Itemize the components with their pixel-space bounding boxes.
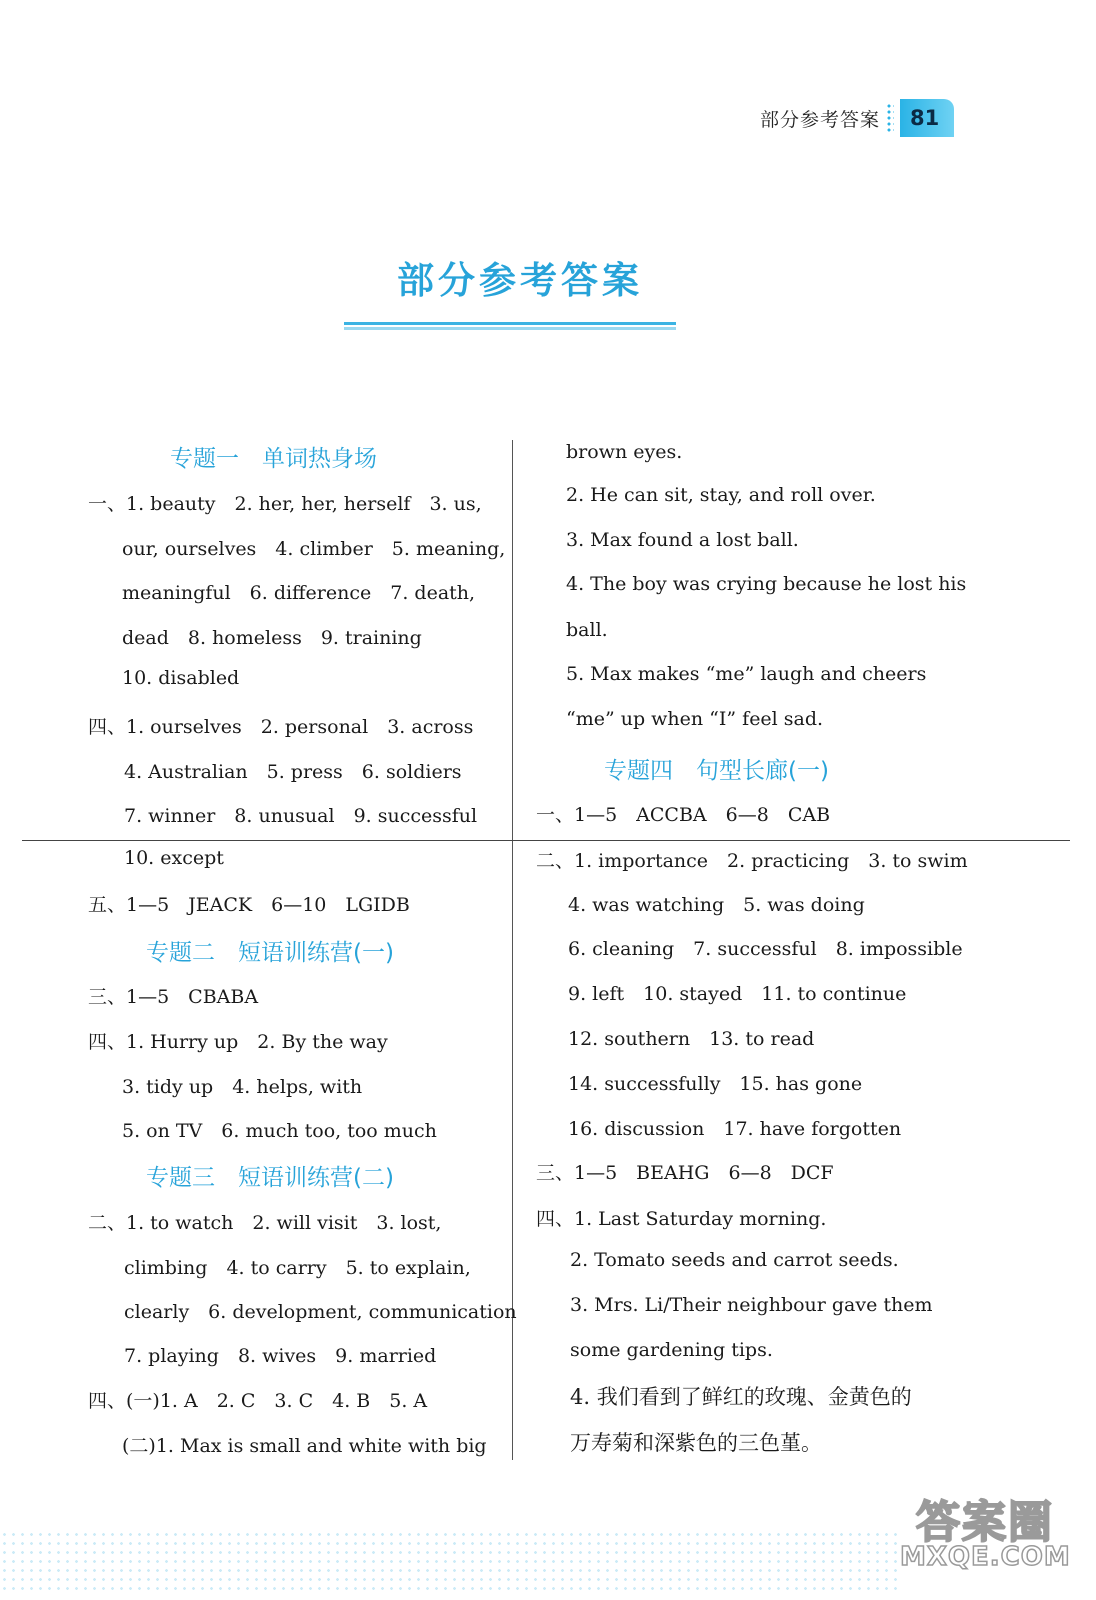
answer-line: our, ourselves 4. climber 5. meaning, xyxy=(122,538,506,560)
section-heading: 专题三 短语训练营(二) xyxy=(146,1165,394,1191)
answer-line: 10. disabled xyxy=(122,667,240,689)
answer-line: 五、1—5 JEACK 6—10 LGIDB xyxy=(88,894,410,916)
page-title: 部分参考答案 xyxy=(397,259,643,302)
answer-line: ball. xyxy=(566,619,608,641)
answer-line: 5. Max makes “me” laugh and cheers xyxy=(566,663,927,685)
answer-line: 2. He can sit, stay, and roll over. xyxy=(566,484,876,506)
answer-line: 5. on TV 6. much too, too much xyxy=(122,1120,437,1142)
header-label: 部分参考答案 xyxy=(760,108,881,131)
watermark-bottom: MXQE.COM xyxy=(900,1542,1071,1572)
answer-line: 4. Australian 5. press 6. soldiers xyxy=(124,761,462,783)
section-heading: 专题四 句型长廊(一) xyxy=(604,758,829,784)
answer-line: some gardening tips. xyxy=(570,1339,773,1361)
answer-line: 三、1—5 BEAHG 6—8 DCF xyxy=(536,1162,834,1184)
answer-line: 三、1—5 CBABA xyxy=(88,986,259,1008)
answer-line: 3. tidy up 4. helps, with xyxy=(122,1076,363,1098)
answer-line: 4. The boy was crying because he lost his xyxy=(566,573,967,595)
footer-dot-pattern xyxy=(0,1530,900,1590)
answer-line: 6. cleaning 7. successful 8. impossible xyxy=(568,938,963,960)
answer-line: 4. was watching 5. was doing xyxy=(568,894,865,916)
answer-line: 一、1—5 ACCBA 6—8 CAB xyxy=(536,804,831,826)
answer-line: “me” up when “I” feel sad. xyxy=(566,708,824,730)
answer-line: 四、1. Last Saturday morning. xyxy=(536,1208,827,1230)
answer-line: 3. Max found a lost ball. xyxy=(566,529,799,551)
answer-line: 14. successfully 15. has gone xyxy=(568,1073,863,1095)
answer-line: dead 8. homeless 9. training xyxy=(122,627,422,649)
answer-line: 一、1. beauty 2. her, her, herself 3. us, xyxy=(88,493,482,515)
answer-line: climbing 4. to carry 5. to explain, xyxy=(124,1257,471,1279)
answer-line: 12. southern 13. to read xyxy=(568,1028,815,1050)
watermark-top: 答案圈 xyxy=(916,1497,1054,1548)
answer-line: 3. Mrs. Li/Their neighbour gave them xyxy=(570,1294,933,1316)
answer-line: clearly 6. development, communication xyxy=(124,1301,517,1323)
answer-line: 4. 我们看到了鲜红的玫瑰、金黄色的 xyxy=(570,1385,912,1409)
answer-line: 四、1. ourselves 2. personal 3. across xyxy=(88,716,474,738)
section-heading: 专题二 短语训练营(一) xyxy=(146,940,394,966)
watermark-logo xyxy=(900,1486,1070,1576)
answer-line: 二、1. importance 2. practicing 3. to swim xyxy=(536,850,968,872)
answer-line: 10. except xyxy=(124,847,224,869)
answer-line: 2. Tomato seeds and carrot seeds. xyxy=(570,1249,899,1271)
answer-line: 二、1. to watch 2. will visit 3. lost, xyxy=(88,1212,442,1234)
section-heading: 专题一 单词热身场 xyxy=(170,446,377,472)
answer-line: 万寿菊和深紫色的三色堇。 xyxy=(570,1431,822,1455)
answer-line: 7. playing 8. wives 9. married xyxy=(124,1345,437,1367)
answer-line: meaningful 6. difference 7. death, xyxy=(122,582,476,604)
answer-line: 四、1. Hurry up 2. By the way xyxy=(88,1031,388,1053)
answer-line: 7. winner 8. unusual 9. successful xyxy=(124,805,478,827)
answer-line: 9. left 10. stayed 11. to continue xyxy=(568,983,907,1005)
answer-line: brown eyes. xyxy=(566,441,683,463)
answer-line: (二)1. Max is small and white with big xyxy=(122,1435,487,1457)
answer-line: 四、(一)1. A 2. C 3. C 4. B 5. A xyxy=(88,1390,428,1412)
page-number: 81 xyxy=(900,99,954,137)
answer-line: 16. discussion 17. have forgotten xyxy=(568,1118,902,1140)
